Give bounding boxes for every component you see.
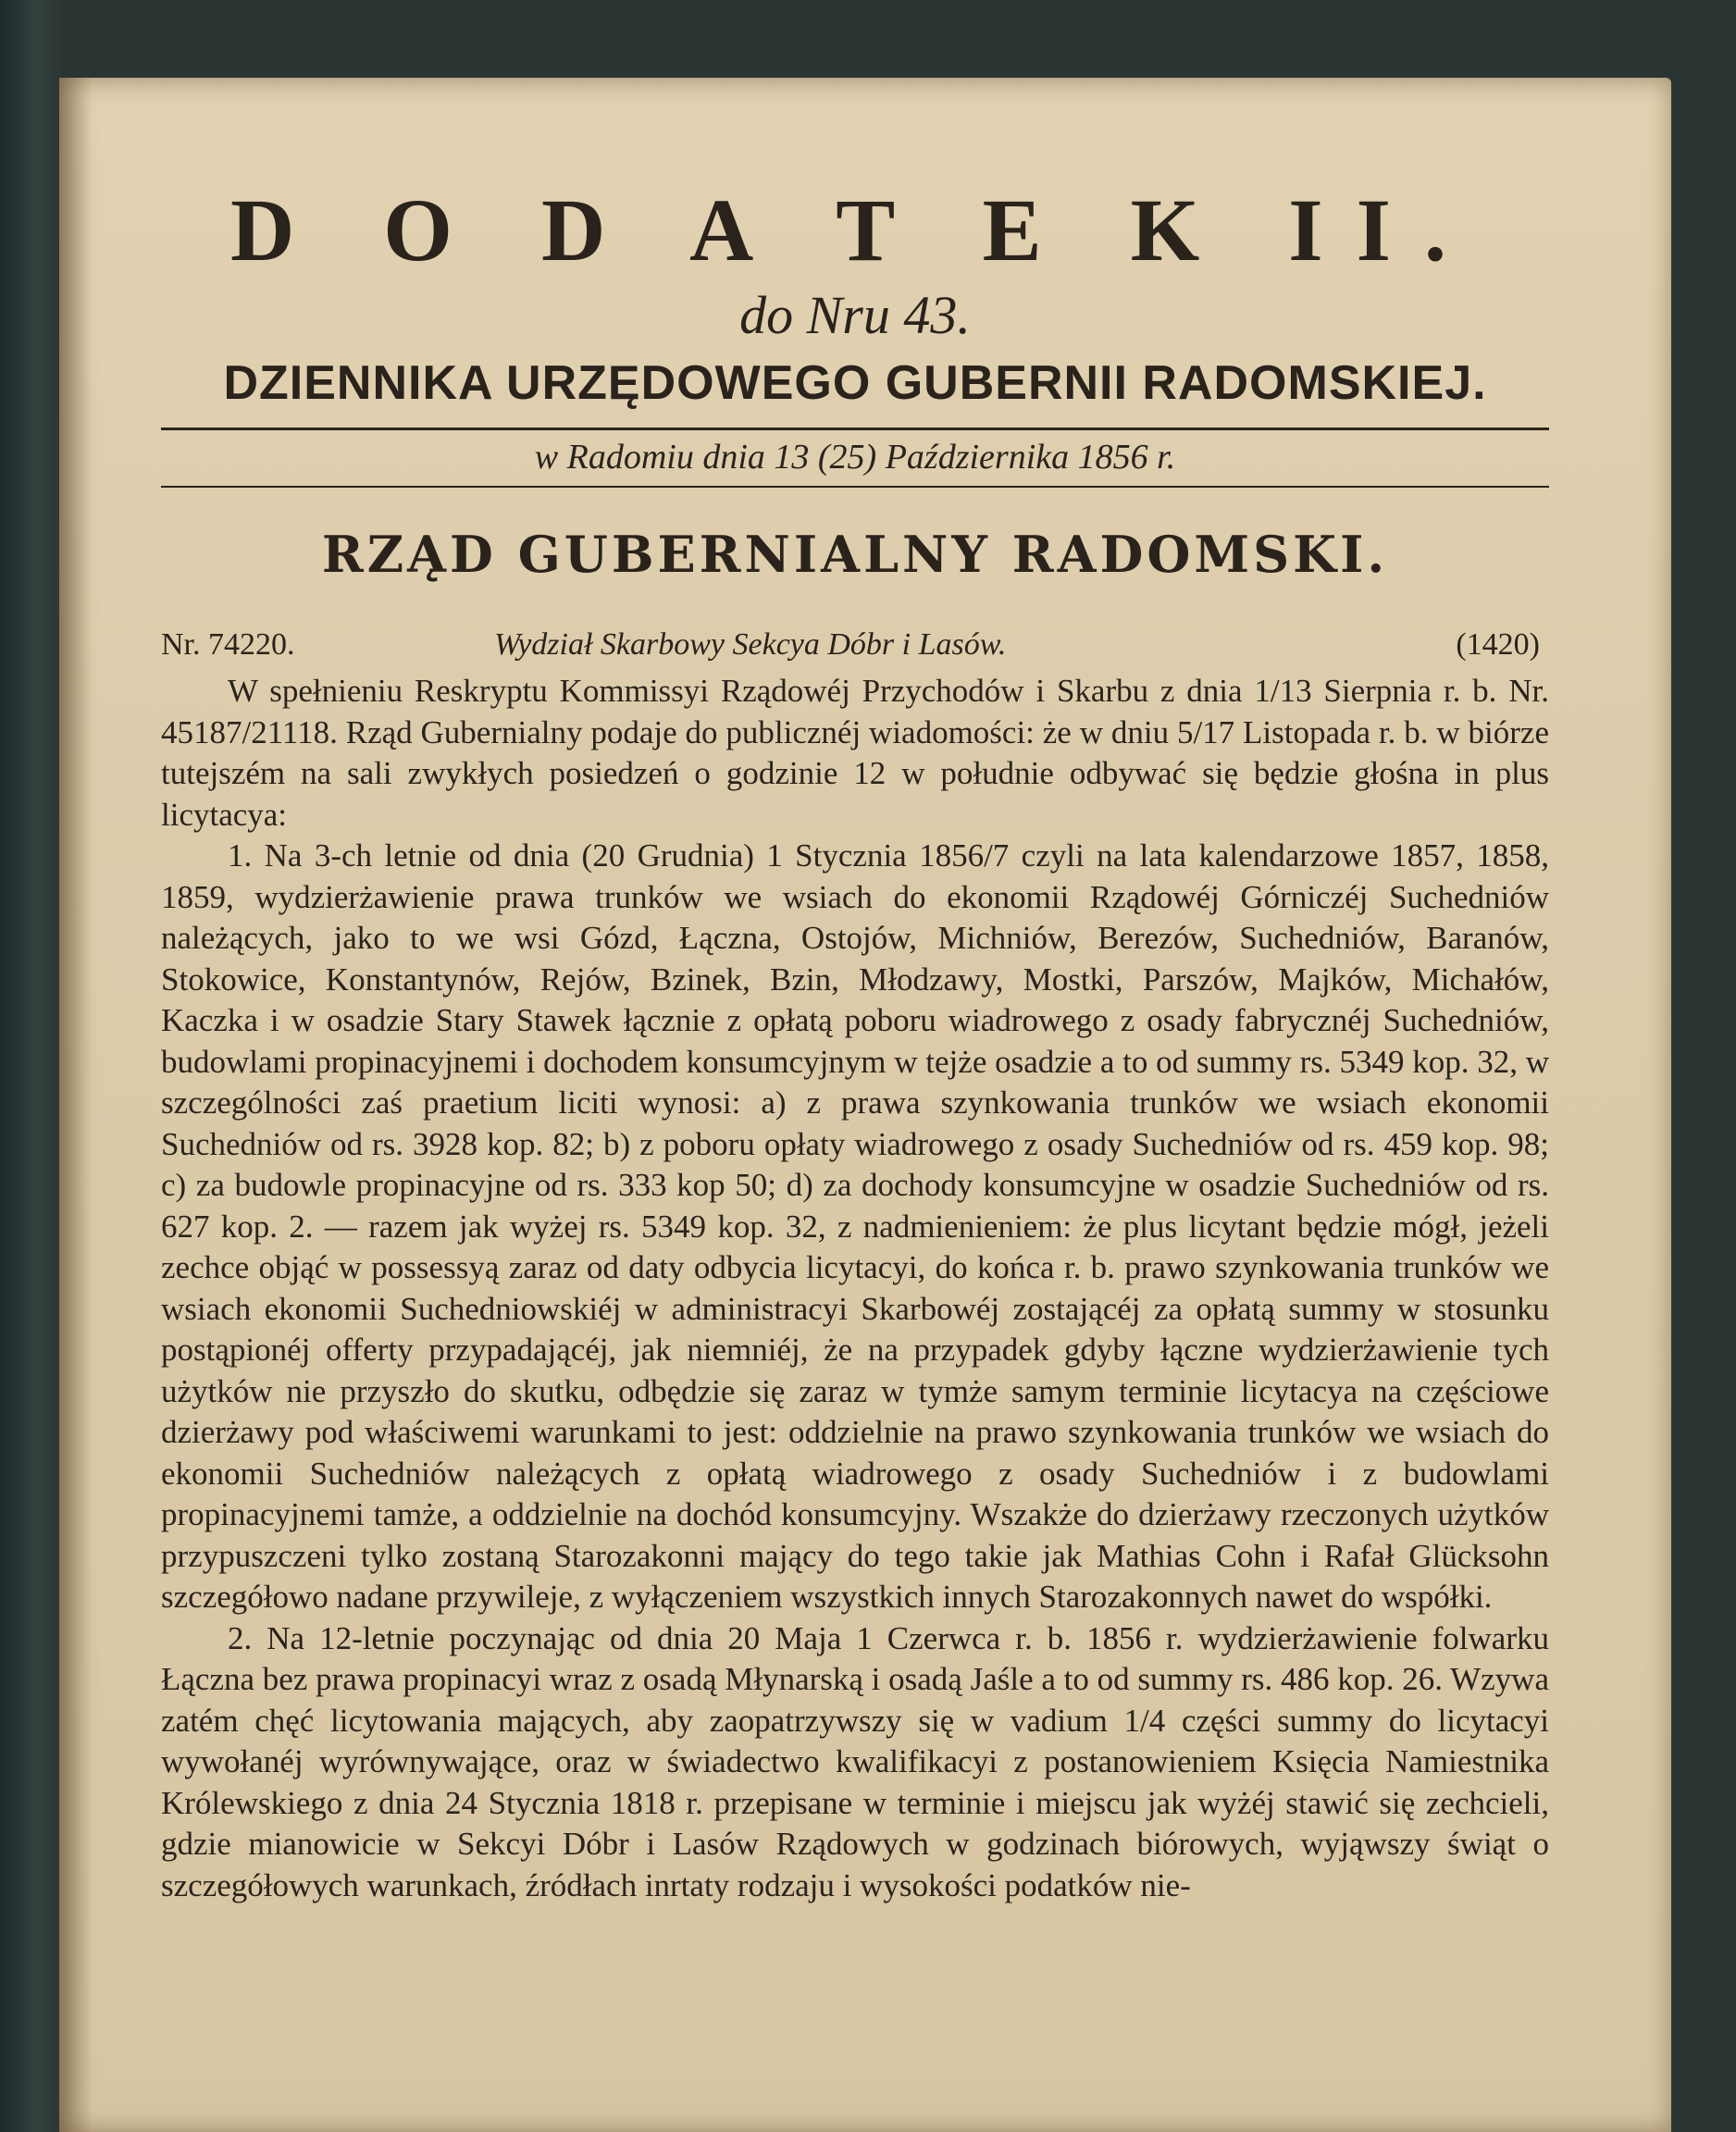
page-content — [161, 122, 1549, 1906]
document-page — [59, 78, 1671, 2132]
bottom-rule — [161, 486, 1549, 488]
paragraph: 1. Na 3-ch letnie od dnia (20 Grudnia) 1 Stycznia 1856/7 czyli na lata kalendarzowe 1857, 1858, 1859, wydzierżawienie prawa trunków we wsiach do ekonomii Rządowéj Górniczéj Suchedniów należących, jako to we wsi Gózd, Łączna, Ostojów, Michniów, Berezów, Suchedniów, Baranów, Stokowice, Konstantynów, Rejów, Bzinek, Bzin, Młodzawy, Mostki, Parszów, Majków, Michałów, Kaczka i w osadzie Stary Stawek łącznie z opłatą poboru wiadrowego z osady fabrycznéj Suchedniów, budowlami propinacyjnemi i dochodem konsumcyjnym w tejże osadzie a to od summy rs. 5349 kop. 32, w szczególności zaś praetium liciti wynosi: a) z prawa szynkowania trunków we wsiach ekonomii Suchedniów od rs. 3928 kop. 82; b) z poboru opłaty wiadrowego z osady Suchedniów od rs. 459 kop. 98; c) za budowle propinacyjne od rs. 333 kop 50; d) za dochody konsumcyjne w osadzie Suchedniów od rs. 627 kop. 2. — razem jak wyżej rs. 5349 kop. 32, z nadmienieniem: że plus licytant będzie mógł, jeżeli zechce objąć w possessyą zaraz od daty odbycia licytacyi, do końca r. b. prawo szynkowania trunków we wsiach ekonomii Suchedniowskiéj w administracyi Skarbowéj zostającéj za opłatą summy w stosunku postąpionéj offerty przypadającéj, jak niemniéj, że na przypadek gdyby łączne wydzierżawienie tych użytków nie przyszło do skutku, odbędzie się zaraz w tymże samym terminie licytacya na częściowe dzierżawy pod właściwemi warunkami to jest: oddzielnie na prawo szynkowania trunków we wsiach do ekonomii Suchedniów należących z opłatą wiadrowego z osady Suchedniów i z budowlami propinacyjnemi tamże, a oddzielnie na dochód konsumcyjny. Wszakże do dzierżawy rzeczonych użytków przypuszczeni tylko zostaną Starozakonni mający do tego takie jak Mathias Cohn i Rafał Glücksohn szczegółowo nadane przywileje, z wyłączeniem wszystkich innych Starozakonnych nawet do współki. — [161, 837, 1549, 1615]
notice-number: Nr. 74220. — [161, 627, 295, 662]
journal-title: DZIENNIKA URZĘDOWEGO GUBERNII RADOMSKIEJ. — [223, 356, 1487, 410]
notice-department: Wydział Skarbowy Sekcya Dóbr i Lasów. — [494, 627, 1007, 662]
notice-reference: (1420) — [1456, 627, 1540, 662]
paragraph: W spełnieniu Reskryptu Kommissyi Rządowéj Przychodów i Skarbu z dnia 1/13 Sierpnia r. b. Nr. 45187/21118. Rząd Gubernialny podaje do publicznéj wiadomości: że w dniu 5/17 Listopada r. b. w biórze tutejszém na sali zwykłych posiedzeń o godzinie 12 w południe odbywać się będzie głośna in plus licytacya: — [161, 673, 1549, 833]
notice-body — [161, 671, 1549, 1906]
paragraph: 2. Na 12-letnie poczynając od dnia 20 Maja 1 Czerwca r. b. 1856 r. wydzierżawienie folwarku Łączna bez prawa propinacyi wraz z osadą Młynarską i osadą Jaśle a to od summy rs. 486 kop. 26. Wzywa zatém chęć licytowania mających, aby zaopatrzywszy się w vadium 1/4 części summy do licytacyi wywołanéj wyrównywające, oraz w świadectwo kwalifikacyi z postanowieniem Księcia Namiestnika Królewskiego z dnia 24 Stycznia 1818 r. przepisane w terminie i miejscu jak wyżéj stawić się zechcieli, gdzie mianowicie w Sekcyi Dóbr i Lasów Rządowych w godzinach biórowych, wyjąwszy świąt o szczegółowych warunkach, źródłach inrtaty rodzaju i wysokości podatków nie- — [161, 1619, 1549, 1903]
notice-header — [161, 619, 1549, 671]
section-heading: RZĄD GUBERNIALNY RADOMSKI. — [321, 525, 1389, 584]
issue-number: do Nru 43. — [739, 285, 971, 345]
page-title: D O D A T E K II. — [229, 180, 1481, 279]
top-rule — [161, 428, 1549, 430]
dateline: w Radomiu dnia 13 (25) Października 1856 r. — [534, 438, 1176, 477]
